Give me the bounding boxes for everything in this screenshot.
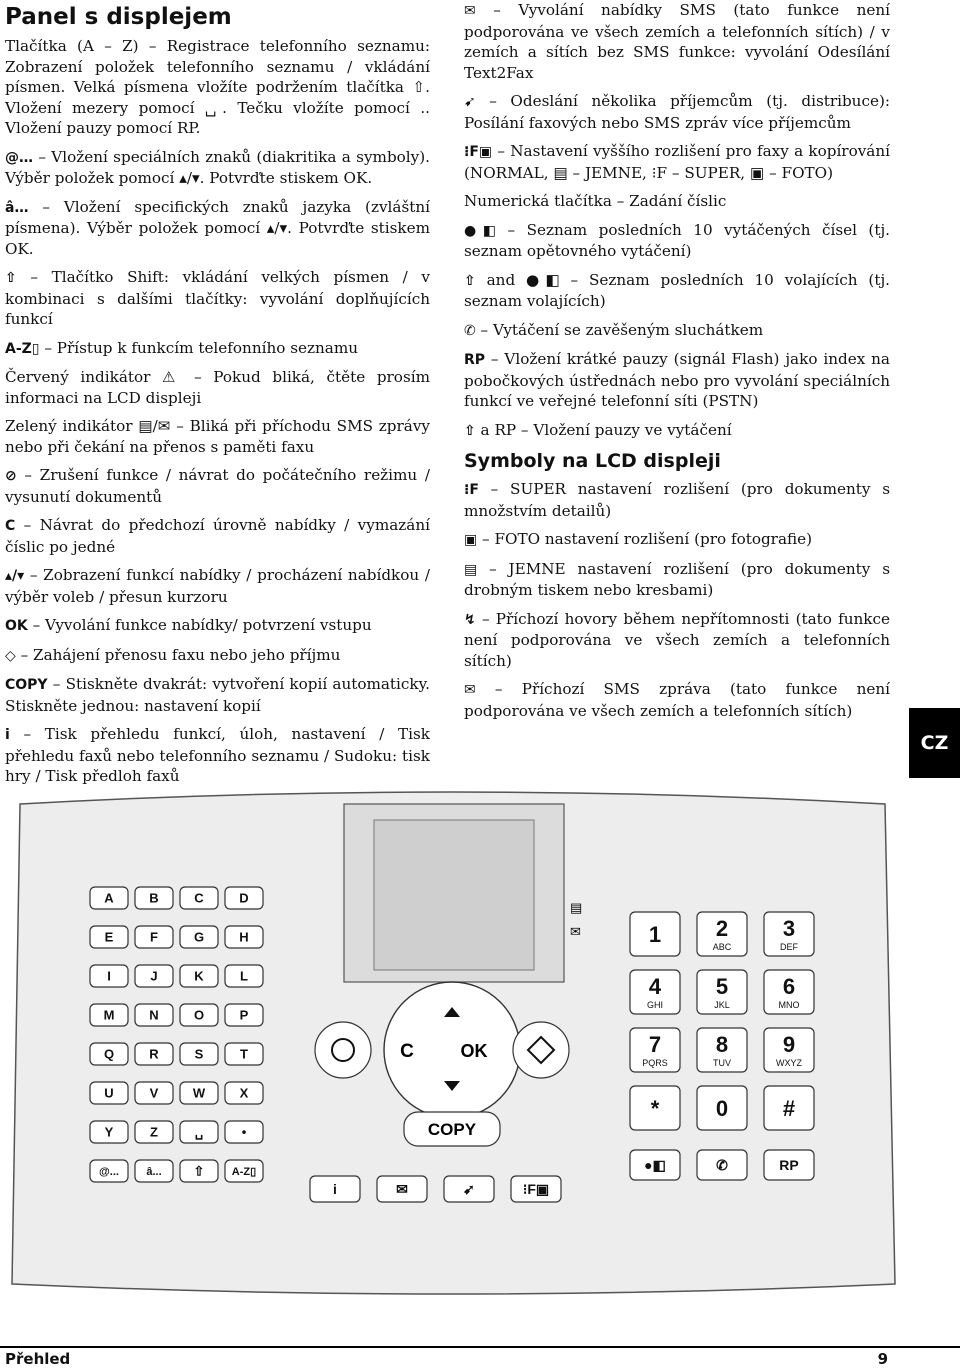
key-label: V (149, 1085, 159, 1101)
key-symbol: ✉ (464, 3, 476, 19)
left-entry (5, 565, 430, 607)
page-footer (0, 1346, 960, 1369)
entry-text: – Vytáčení se zavěšeným sluchátkem (475, 320, 764, 339)
alpha-key[interactable] (180, 1160, 218, 1182)
entry-text: – Tlačítko Shift: vkládání velkých písmen / v kombinaci s dalšími tlačítky: vyvolání doplňujících funkcí (5, 268, 430, 328)
alpha-key[interactable] (225, 1121, 263, 1143)
alpha-key[interactable] (180, 1121, 218, 1143)
key-symbol: ▤ (464, 561, 478, 578)
entry-text: – Vložení krátké pauzy (signál Flash) jako index na pobočkových ústřednách nebo pro vyvolání speciálních funkcí ve veřejné telefonní síti (PSTN) (464, 350, 890, 410)
key-label: F (150, 929, 158, 945)
alpha-key[interactable] (225, 1043, 263, 1065)
left-entry-list (5, 36, 430, 787)
number-key[interactable] (630, 1086, 680, 1130)
key-label: ⁝F▣ (522, 1181, 550, 1198)
entry-text: – Tisk přehledu funkcí, úloh, nastavení / Tisk přehledu faxů nebo telefonního seznamu / Sudoku: tisk hry / Tisk předloh faxů (5, 725, 430, 785)
key-symbol: ⁝F▣ (464, 144, 493, 160)
key-label: 3 (782, 916, 796, 941)
key-label: W (192, 1085, 206, 1101)
language-tab: CZ (909, 708, 960, 778)
right-entry (464, 270, 890, 312)
number-key[interactable] (697, 1028, 747, 1072)
key-symbol: C (5, 518, 16, 534)
left-entry (5, 465, 430, 507)
entry-text: – Návrat do předchozí úrovně nabídky / vymazání číslic po jedné (5, 516, 430, 556)
left-entry (5, 267, 430, 330)
entry-text: – Stiskněte dvakrát: vytvoření kopií automaticky. Stiskněte jednou: nastavení kopií (5, 675, 430, 715)
entry-text: – Příchozí SMS zpráva (tato funkce není podporována ve všech zemích a telefonních sítích) (464, 680, 890, 720)
start-button[interactable] (513, 1022, 569, 1078)
function-key[interactable] (444, 1176, 494, 1202)
lcd-entry (464, 609, 890, 672)
entry-text: Červený indikátor ⚠ – Pokud bliká, čtěte prosím informaci na LCD displeji (5, 368, 430, 407)
alpha-key[interactable] (90, 887, 128, 909)
number-key[interactable] (697, 970, 747, 1014)
footer-section: Přehled (5, 1350, 71, 1368)
stop-button[interactable] (315, 1022, 371, 1078)
control-panel-illustration (0, 784, 905, 1328)
right-column (464, 0, 890, 729)
lcd-entry (464, 479, 890, 521)
key-label: 0 (715, 1095, 729, 1121)
entry-text: – Zahájení přenosu faxu nebo jeho příjmu (15, 645, 341, 664)
entry-text: – Nastavení vyššího rozlišení pro faxy a kopírování (NORMAL, ▤ – JEMNE, ⁝F – SUPER, ▣ – FOTO) (464, 142, 890, 182)
key-sublabel: PQRS (642, 1058, 668, 1068)
alpha-key[interactable] (225, 1004, 263, 1026)
right-entry (464, 191, 890, 212)
key-label: • (241, 1124, 247, 1140)
key-symbol: ◇ (5, 647, 16, 664)
right-entry (464, 349, 890, 412)
left-entry (5, 416, 430, 457)
key-label: P (239, 1007, 249, 1023)
key-sublabel: DEF (780, 942, 798, 952)
right-entry (464, 0, 890, 83)
key-symbol: ⇧ (464, 272, 476, 289)
alpha-key[interactable] (180, 926, 218, 948)
key-symbol: COPY (5, 677, 48, 693)
key-label: ●◧ (644, 1157, 666, 1174)
left-entry (5, 147, 430, 189)
key-symbol: RP (464, 352, 486, 368)
alpha-key[interactable] (135, 1043, 173, 1065)
key-symbol: ⊘ (5, 468, 17, 484)
key-sublabel: TUV (713, 1058, 731, 1068)
key-label: O (193, 1007, 205, 1023)
alpha-key[interactable] (90, 926, 128, 948)
key-label: # (782, 1095, 796, 1121)
function-key[interactable] (630, 1150, 680, 1180)
key-label: L (240, 968, 248, 984)
key-symbol: ▣ (464, 532, 478, 548)
alpha-key[interactable] (180, 965, 218, 987)
entry-text: – Vložení specifických znaků jazyka (zvláštní písmena). Výběr položek pomocí ▴/▾. Potvrďte stiskem OK. (5, 197, 430, 258)
key-symbol: A-Z▯ (5, 340, 40, 357)
key-label: A (104, 890, 114, 906)
left-entry (5, 515, 430, 557)
key-symbol: ▴/▾ (5, 568, 25, 584)
key-label: Z (150, 1124, 158, 1140)
entry-text: – Vyvolání funkce nabídky/ potvrzení vstupu (27, 616, 372, 634)
key-label: A-Z▯ (231, 1165, 257, 1178)
left-entry (5, 615, 430, 637)
fax-indicator-icon: ▤ (570, 900, 583, 915)
key-label: R (149, 1046, 159, 1062)
entry-text: Tlačítka (A – Z) – Registrace telefonního seznamu: Zobrazení položek telefonního seznamu / vkládání písmen. Velká písmena vložíte podržením tlačítka ⇧. Vložení mezery pomocí ␣. Tečku vložíte pomocí .. Vložení pauzy pomocí RP. (5, 37, 430, 137)
key-label: ✉ (396, 1181, 408, 1198)
function-key[interactable] (697, 1150, 747, 1180)
key-label: @... (99, 1165, 119, 1178)
left-entry (5, 338, 430, 360)
alpha-key[interactable] (225, 926, 263, 948)
copy-label: COPY (427, 1120, 477, 1139)
alpha-key[interactable] (225, 1082, 263, 1104)
key-label: J (150, 968, 158, 984)
key-label: Q (103, 1046, 115, 1062)
key-label: ✆ (716, 1157, 728, 1174)
entry-text: Numerická tlačítka – Zadání číslic (464, 192, 727, 210)
entry-text: and ●◧ – Seznam posledních 10 volajících (tj. seznam volajících) (464, 270, 890, 310)
left-entry (5, 674, 430, 716)
function-key[interactable] (511, 1176, 561, 1202)
key-symbol: ●◧ (464, 222, 497, 239)
key-label: 9 (782, 1032, 796, 1057)
key-label: I (107, 968, 111, 984)
key-symbol: OK (5, 618, 28, 634)
entry-text: – Přístup k funkcím telefonního seznamu (39, 338, 359, 357)
key-symbol: ⇧ (464, 422, 476, 439)
left-column (5, 0, 430, 795)
key-label: * (650, 1095, 660, 1121)
key-symbol: â… (5, 199, 29, 216)
function-key[interactable] (764, 1150, 814, 1180)
key-sublabel: GHI (646, 1000, 664, 1010)
key-label: H (239, 929, 249, 945)
right-entry (464, 420, 890, 442)
sms-indicator-icon: ✉ (570, 924, 581, 939)
right-entry (464, 141, 890, 183)
function-key[interactable] (310, 1176, 360, 1202)
key-symbol: i (5, 727, 10, 743)
key-label: K (194, 968, 204, 984)
lcd-entry-list (464, 479, 890, 721)
alpha-key[interactable] (90, 1004, 128, 1026)
alpha-key[interactable] (90, 1043, 128, 1065)
alpha-key[interactable] (180, 1082, 218, 1104)
key-label: ➹ (463, 1181, 475, 1198)
copy-button[interactable] (404, 1112, 500, 1146)
key-label: 5 (715, 974, 729, 999)
key-label: D (239, 890, 249, 906)
entry-text: Zelený indikátor ▤/✉ – Bliká při příchodu SMS zprávy nebo při čekání na přenos s paměti faxu (5, 417, 430, 456)
number-key[interactable] (630, 970, 680, 1014)
number-key[interactable] (697, 1086, 747, 1130)
key-label: C (194, 890, 204, 906)
alpha-key[interactable] (180, 1043, 218, 1065)
key-label: Y (104, 1124, 114, 1140)
entry-text: – FOTO nastavení rozlišení (pro fotografie) (477, 530, 813, 548)
key-label: N (149, 1007, 159, 1023)
page-number: 9 (877, 1350, 888, 1368)
alpha-key[interactable] (135, 965, 173, 987)
number-key[interactable] (764, 1086, 814, 1130)
lcd-entry (464, 529, 890, 551)
right-entry (464, 91, 890, 133)
number-key[interactable] (764, 1028, 814, 1072)
key-label: 7 (648, 1032, 662, 1057)
key-symbol: ⇧ (5, 270, 17, 286)
key-sublabel: ABC (712, 942, 732, 952)
left-entry (5, 367, 430, 408)
alpha-key[interactable] (225, 887, 263, 909)
alpha-key[interactable] (135, 926, 173, 948)
left-entry (5, 724, 430, 787)
left-entry (5, 36, 430, 139)
entry-text: – Vložení speciálních znaků (diakritika a symboly). Výběr položek pomocí ▴/▾. Potvrďte stiskem OK. (5, 147, 430, 187)
key-label: B (149, 890, 159, 906)
lcd-section-title: Symboly na LCD displeji (464, 450, 721, 472)
number-key[interactable] (764, 970, 814, 1014)
key-sublabel: MNO (778, 1000, 800, 1010)
entry-text: – Odeslání několika příjemcům (tj. distribuce): Posílání faxových nebo SMS zpráv více příjemcům (464, 92, 890, 132)
left-entry (5, 197, 430, 260)
left-entry (5, 645, 430, 667)
lcd-entry (464, 679, 890, 721)
alpha-key[interactable] (135, 1082, 173, 1104)
panel-svg (0, 784, 905, 1324)
alpha-key[interactable] (135, 1160, 173, 1182)
key-label: X (239, 1085, 249, 1101)
number-key[interactable] (697, 912, 747, 956)
key-sublabel: JKL (714, 1000, 730, 1010)
alpha-key[interactable] (135, 1121, 173, 1143)
key-label: G (193, 929, 205, 945)
alpha-key[interactable] (225, 965, 263, 987)
key-sublabel: WXYZ (776, 1058, 802, 1068)
c-button[interactable]: C (400, 1041, 414, 1062)
key-label: E (104, 929, 114, 945)
right-entry (464, 220, 890, 262)
key-label: ␣ (194, 1124, 204, 1140)
key-label: 2 (715, 916, 729, 941)
right-entry (464, 320, 890, 342)
entry-text: – Zobrazení funkcí nabídky / procházení nabídkou / výběr voleb / přesun kurzoru (5, 566, 430, 606)
alpha-key[interactable] (90, 1160, 128, 1182)
alpha-key[interactable] (135, 887, 173, 909)
page-title: Panel s displejem (5, 4, 232, 30)
ok-button[interactable]: OK (460, 1041, 488, 1061)
entry-text: a RP – Vložení pauzy ve vytáčení (475, 420, 732, 439)
key-label: â... (146, 1165, 162, 1178)
alpha-key[interactable] (90, 1121, 128, 1143)
number-key[interactable] (630, 1028, 680, 1072)
key-label: S (194, 1046, 204, 1062)
key-label: RP (779, 1157, 799, 1174)
alpha-key[interactable] (180, 887, 218, 909)
right-entry-list (464, 0, 890, 441)
entry-text: – Seznam posledních 10 vytáčených čísel (tj. seznam opětovného vytáčení) (464, 220, 890, 260)
entry-text: – Vyvolání nabídky SMS (tato funkce není podporována ve všech zemích a telefonních sítích) / v zemích a sítích bez SMS funkce: vyvolání Odesílání Text2Fax (464, 1, 890, 82)
alpha-key[interactable] (90, 1082, 128, 1104)
key-symbol: ⁝F (464, 482, 479, 498)
footer-rule (0, 1346, 960, 1348)
lcd-entry (464, 559, 890, 601)
entry-text: – Příchozí hovory během nepřítomnosti (tato funkce není podporována ve všech zemích a telefonních sítích) (464, 609, 890, 670)
key-label: T (240, 1046, 248, 1062)
key-label: i (333, 1181, 337, 1198)
entry-text: – SUPER nastavení rozlišení (pro dokumenty s množstvím detailů) (464, 480, 890, 520)
key-symbol: ➹ (464, 94, 476, 110)
entry-text: – Zrušení funkce / návrat do počátečního režimu / vysunutí dokumentů (5, 466, 430, 506)
key-symbol: @… (5, 149, 33, 166)
key-label: 6 (782, 974, 796, 999)
alpha-key[interactable] (225, 1160, 263, 1182)
number-key[interactable] (630, 912, 680, 956)
alpha-key[interactable] (90, 965, 128, 987)
key-label: 8 (715, 1032, 729, 1057)
key-symbol: ✉ (464, 682, 476, 698)
key-label: 4 (648, 974, 662, 999)
number-key[interactable] (764, 912, 814, 956)
key-symbol: ✆ (464, 322, 476, 339)
function-key[interactable] (377, 1176, 427, 1202)
key-label: 1 (648, 921, 662, 947)
key-label: ⇧ (193, 1163, 205, 1179)
key-label: U (104, 1085, 114, 1101)
key-label: M (103, 1007, 115, 1023)
entry-text: – JEMNE nastavení rozlišení (pro dokumenty s drobným tiskem nebo kresbami) (464, 559, 890, 599)
key-symbol: ↯ (464, 611, 476, 628)
alpha-key[interactable] (180, 1004, 218, 1026)
alpha-key[interactable] (135, 1004, 173, 1026)
